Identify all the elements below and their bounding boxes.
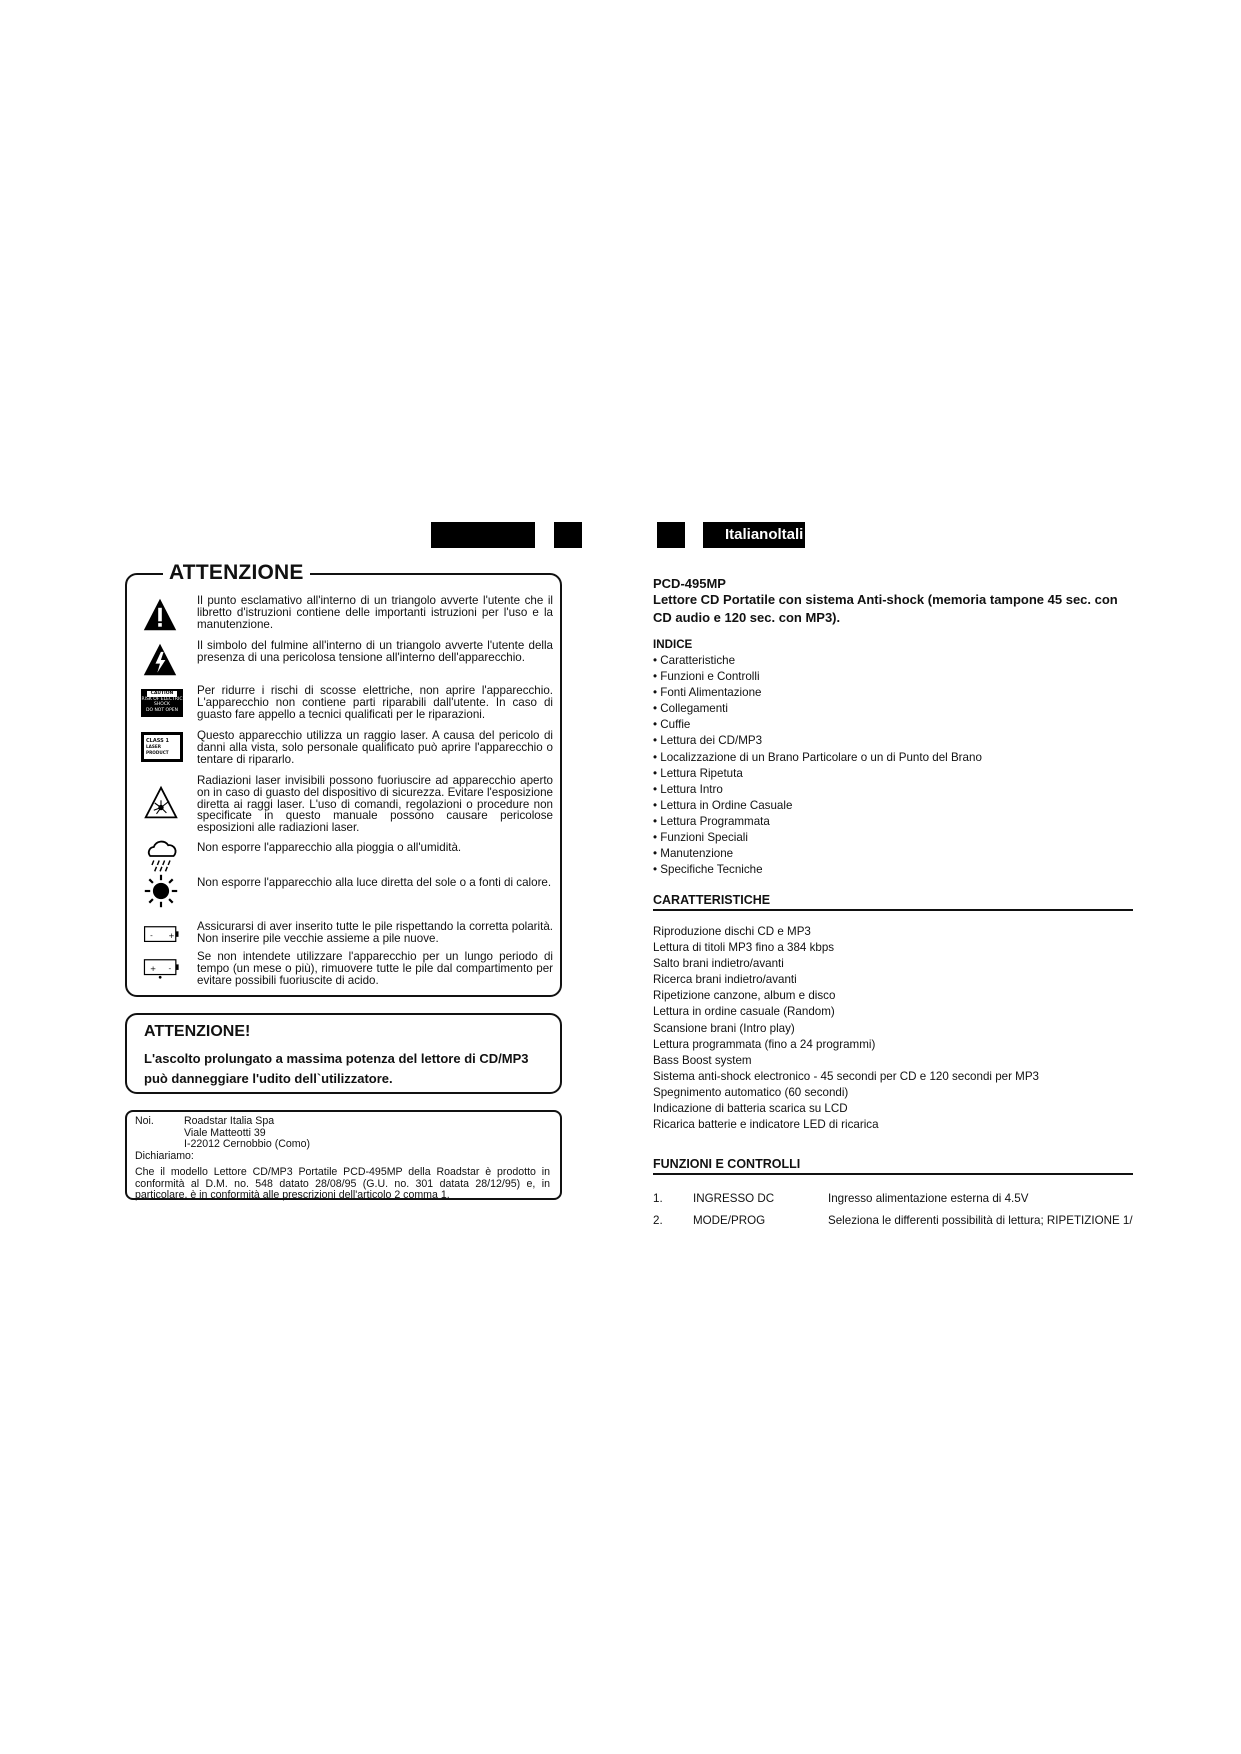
list-item: Sistema anti-shock electronico - 45 secondi per CD e 120 secondi per MP3 bbox=[653, 1069, 1040, 1083]
list-item: • Fonti Alimentazione bbox=[653, 686, 762, 700]
list-item: Ricarica batterie e indicatore LED di ricarica bbox=[653, 1118, 879, 1132]
list-item: Spegnimento automatico (60 secondi) bbox=[653, 1085, 849, 1099]
list-item: Lettura di titoli MP3 fino a 384 kbps bbox=[653, 941, 835, 955]
warning-item-text: Radiazioni laser invisibili possono fuoriuscire ad apparecchio aperto on in caso di guasto del dispositivo di sicurezza. Evitare l'esposizione diretta ai raggi laser. L'uso di comandi, regolazioni o procedure non specificate in questo manuale possono causare pericolose esposizioni alle radiazioni laser. bbox=[197, 774, 553, 835]
hearing-warning-title: ATTENZIONE! bbox=[144, 1023, 251, 1040]
declaration-address bbox=[184, 1116, 310, 1151]
control-description: Ingresso alimentazione esterna di 4.5V bbox=[828, 1192, 1029, 1205]
battery-polarity-icon bbox=[143, 924, 181, 946]
index-title: INDICE bbox=[653, 638, 693, 651]
list-item: • Funzioni Speciali bbox=[653, 831, 748, 845]
list-item: • Funzioni e Controlli bbox=[653, 670, 760, 684]
address-line: Roadstar Italia Spa bbox=[184, 1115, 275, 1127]
declaration-text: Che il modello Lettore CD/MP3 Portatile PCD-495MP della Roadstar è prodotto in conformità al D.M. no. 548 datato 28/08/95 (G.U. no. 301 datata 28/12/95) e, in particolare, è in conformità alle prescrizioni dell'articolo 2 comma 1. bbox=[135, 1166, 550, 1201]
header-bar-left-long bbox=[431, 522, 535, 548]
list-item: Ricerca brani indietro/avanti bbox=[653, 973, 797, 987]
features-heading: CARATTERISTICHE bbox=[653, 893, 1133, 911]
hearing-warning-box bbox=[125, 1013, 562, 1094]
list-item: Bass Boost system bbox=[653, 1053, 752, 1067]
list-item: Riproduzione dischi CD e MP3 bbox=[653, 925, 811, 938]
list-item: • Lettura Intro bbox=[653, 782, 723, 796]
list-item: • Manutenzione bbox=[653, 847, 734, 861]
svg-text:-: - bbox=[168, 963, 172, 973]
warning-box-title: ATTENZIONE bbox=[163, 561, 310, 585]
svg-text:+: + bbox=[150, 963, 157, 973]
warning-item bbox=[141, 730, 553, 770]
warning-item bbox=[141, 685, 553, 725]
declaration-noi: Noi. bbox=[135, 1115, 154, 1127]
list-item: • Lettura in Ordine Casuale bbox=[653, 798, 793, 812]
caution-label-icon bbox=[141, 689, 183, 717]
list-item: Ripetizione canzone, album e disco bbox=[653, 989, 836, 1003]
warning-item bbox=[141, 595, 553, 635]
warning-item-text: Assicurarsi di aver inserito tutte le pile rispettando la corretta polarità. Non inserire pile vecchie assieme a pile nuove. bbox=[197, 920, 553, 945]
header-language-label: Italianoltali bbox=[703, 522, 805, 548]
battery-removal-icon bbox=[143, 957, 181, 981]
control-number: 2. bbox=[653, 1214, 663, 1227]
laser-radiation-icon bbox=[143, 785, 179, 821]
address-line: I-22012 Cernobbio (Como) bbox=[184, 1138, 311, 1150]
warning-item-text: Per ridurre i rischi di scosse elettriche, non aprire l'apparecchio. L'apparecchio non contiene parti riparabili dall'utente. In caso di guasto fare appello a tecnici qualificati per le riparazioni. bbox=[197, 684, 553, 721]
list-item: Salto brani indietro/avanti bbox=[653, 957, 784, 971]
class1-laser-label-icon bbox=[141, 732, 183, 762]
header-bar-left-short bbox=[554, 522, 582, 548]
controls-heading: FUNZIONI E CONTROLLI bbox=[653, 1157, 1133, 1175]
warning-item-text: Il simbolo del fulmine all'interno di un triangolo avverte l'utente della presenza di una pericolosa tensione all'interno dell'apparecchio. bbox=[197, 639, 553, 664]
list-item: • Caratteristiche bbox=[653, 654, 736, 667]
list-item: • Lettura dei CD/MP3 bbox=[653, 734, 763, 748]
sun-icon bbox=[143, 873, 179, 909]
list-item: • Lettura Ripetuta bbox=[653, 766, 743, 780]
warning-item bbox=[141, 873, 553, 909]
warning-item-text: Se non intendete utilizzare l'apparecchio per un lungo periodo di tempo (un mese o più), rimuovere tutte le pile dal compartimento per evitare possibili fuoriuscite di acido. bbox=[197, 950, 553, 987]
control-number: 1. bbox=[653, 1192, 663, 1205]
warning-item bbox=[141, 951, 553, 991]
caution-label-line: RISK OF ELECTRIC bbox=[141, 696, 183, 702]
index-list bbox=[653, 653, 982, 878]
warning-item-text: Non esporre l'apparecchio alla luce diretta del sole o a fonti di calore. bbox=[197, 876, 552, 889]
hearing-warning-text: L'ascolto prolungato a massima potenza del lettore di CD/MP3 può danneggiare l'udito dell`utilizzatore. bbox=[144, 1051, 529, 1086]
list-item: Indicazione di batteria scarica su LCD bbox=[653, 1102, 848, 1116]
rain-cloud-icon bbox=[141, 838, 181, 874]
declaration-box bbox=[125, 1110, 562, 1200]
warning-item bbox=[141, 775, 553, 835]
caution-label-line: SHOCK bbox=[154, 702, 170, 707]
list-item: Scansione brani (Intro play) bbox=[653, 1021, 795, 1035]
caution-label-line: CAUTION bbox=[147, 691, 177, 697]
list-item: • Specifiche Tecniche bbox=[653, 863, 763, 877]
list-item: Lettura in ordine casuale (Random) bbox=[653, 1005, 835, 1019]
list-item: • Collegamenti bbox=[653, 702, 728, 716]
warning-item-text: Il punto esclamativo all'interno di un triangolo avverte l'utente che il libretto d'istruzioni contiene delle importanti istruzioni per l'uso e la manutenzione. bbox=[197, 594, 553, 631]
header-bar-right-short bbox=[657, 522, 685, 548]
warning-item-text: Non esporre l'apparecchio alla pioggia o all'umidità. bbox=[197, 841, 462, 854]
laser-label-line: CLASS 1 bbox=[146, 738, 169, 744]
warning-item bbox=[141, 838, 553, 872]
laser-label-line: LASER PRODUCT bbox=[146, 744, 169, 755]
product-model: PCD-495MP bbox=[653, 576, 726, 591]
list-item: • Localizzazione di un Brano Particolare o un di Punto del Brano bbox=[653, 750, 982, 764]
control-name: MODE/PROG bbox=[693, 1214, 766, 1227]
warning-item bbox=[141, 640, 553, 680]
warning-item-text: Questo apparecchio utilizza un raggio laser. A causa del pericolo di danni alla vista, solo personale qualificato può aprire l'apparecchio o tentare di ripararlo. bbox=[197, 729, 553, 766]
svg-text:-: - bbox=[150, 930, 153, 940]
list-item: • Lettura Programmata bbox=[653, 814, 770, 828]
declaration-dichiariamo: Dichiariamo: bbox=[135, 1150, 194, 1162]
caution-label-line: DO NOT OPEN bbox=[146, 707, 178, 713]
lightning-triangle-icon bbox=[141, 642, 179, 678]
svg-text:+: + bbox=[168, 930, 175, 940]
list-item: • Cuffie bbox=[653, 718, 691, 732]
exclamation-triangle-icon bbox=[141, 597, 179, 633]
address-line: Viale Matteotti 39 bbox=[184, 1126, 266, 1139]
list-item: Lettura programmata (fino a 24 programmi) bbox=[653, 1037, 876, 1051]
features-list bbox=[653, 924, 1039, 1133]
control-description: Seleziona le differenti possibilità di lettura; RIPETIZIONE 1/ bbox=[828, 1214, 1133, 1227]
control-name: INGRESSO DC bbox=[693, 1192, 775, 1205]
product-description: Lettore CD Portatile con sistema Anti-shock (memoria tampone 45 sec. con CD audio e 120 sec. con MP3). bbox=[653, 592, 1118, 625]
